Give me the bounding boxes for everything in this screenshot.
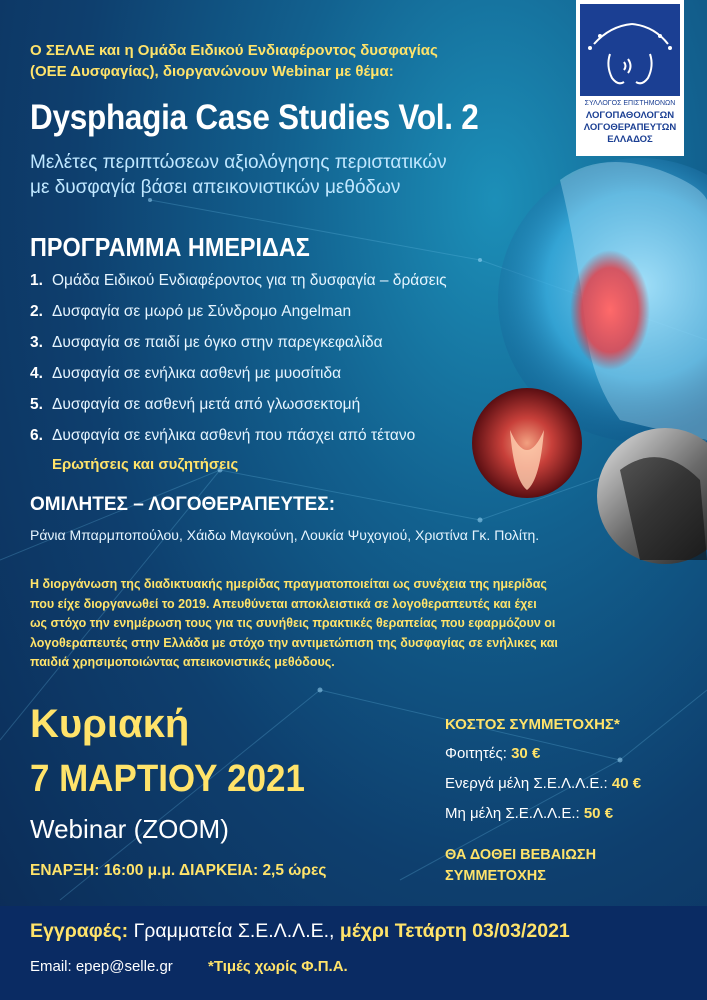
cost-label: Ενεργά μέλη Σ.Ε.Λ.Λ.Ε.:	[445, 775, 608, 792]
program-item-number: 3.	[30, 334, 43, 351]
program-item-text: Δυσφαγία σε ασθενή μετά από γλωσσεκτομή	[52, 396, 361, 413]
program-item	[30, 427, 490, 458]
qa-session: Ερωτήσεις και συζητήσεις	[52, 456, 239, 473]
registration-label: Εγγραφές:	[30, 920, 129, 942]
program-item-text: Δυσφαγία σε ενήλικα ασθενή με μυοσίτιδα	[52, 365, 342, 382]
program-item-number: 1.	[30, 272, 43, 289]
program-item	[30, 303, 490, 334]
cost-label: Μη μέλη Σ.Ε.Λ.Λ.Ε.:	[445, 805, 580, 822]
event-date: 7 ΜΑΡΤΙΟΥ 2021	[30, 758, 305, 800]
program-item	[30, 272, 490, 303]
program-heading: ΠΡΟΓΡΑΜΜΑ ΗΜΕΡΙΔΑΣ	[30, 232, 310, 262]
program-item-number: 5.	[30, 396, 43, 413]
description-line-1: Η διοργάνωση της διαδικτυακής ημερίδας πραγματοποιείται ως συνέχεια της ημερίδας	[30, 577, 547, 591]
event-platform: Webinar (ZOOM)	[30, 814, 229, 844]
logo-text	[580, 98, 680, 146]
certificate-line-1: ΘΑ ΔΟΘΕΙ ΒΕΒΑΙΩΣΗ	[445, 847, 597, 863]
description-line-4: λογοθεραπευτές στην Ελλάδα με στόχο την αντιμετώπιση της δυσφαγίας σε ενήλικες και	[30, 635, 558, 650]
description-line-2: που είχε διοργανωθεί το 2019. Απευθύνεται αποκλειστικά σε λογοθεραπευτές και έχει	[30, 596, 537, 611]
logo-line-4: ΕΛΛΑΔΟΣ	[607, 134, 653, 145]
subtitle-line-1: Μελέτες περιπτώσεων αξιολόγησης περιστατικών	[30, 152, 447, 173]
certificate-line-2: ΣΥΜΜΕΤΟΧΗΣ	[445, 868, 546, 884]
cost-price: 40 €	[611, 775, 642, 792]
vat-note: *Τιμές χωρίς Φ.Π.Α.	[208, 958, 348, 975]
event-description	[30, 575, 660, 673]
speakers-names: Ράνια Μπαρμποπούλου, Χάιδω Μαγκούνη, Λουκία Ψυχογιού, Χριστίνα Γκ. Πολίτη.	[30, 527, 540, 543]
program-item-number: 6.	[30, 427, 43, 444]
selle-logo	[576, 0, 684, 156]
cost-label: Φοιτητές:	[445, 745, 507, 762]
program-item	[30, 334, 490, 365]
cost-price: 30 €	[511, 745, 541, 762]
event-subtitle	[30, 150, 550, 200]
footer-bar	[0, 906, 707, 1000]
cost-price: 50 €	[583, 805, 614, 822]
contact-email[interactable]: Email: epep@selle.gr	[30, 958, 173, 975]
description-line-3: ως στόχο την ενημέρωση τους για τις συνήθεις πρακτικές θεραπείας που εφαρμόζουν οι	[30, 616, 556, 630]
program-item	[30, 396, 490, 427]
cost-row	[445, 775, 695, 805]
program-item-number: 4.	[30, 365, 43, 382]
program-item-number: 2.	[30, 303, 43, 320]
cost-heading: ΚΟΣΤΟΣ ΣΥΜΜΕΤΟΧΗΣ*	[445, 716, 620, 733]
registration-line	[30, 920, 570, 943]
intro-line-1: Ο ΣΕΛΛΕ και η Ομάδα Ειδικού Ενδιαφέροντος δυσφαγίας	[30, 42, 438, 59]
event-day: Κυριακή	[30, 702, 190, 746]
intro-line-2: (ΟΕΕ Δυσφαγίας), διοργανώνουν Webinar με θέμα:	[30, 63, 394, 80]
logo-faces-icon	[580, 4, 680, 96]
registration-deadline: μέχρι Τετάρτη 03/03/2021	[339, 920, 570, 942]
cost-row	[445, 805, 695, 835]
program-item-text: Δυσφαγία σε παιδί με όγκο στην παρεγκεφαλίδα	[52, 334, 383, 351]
cost-box	[445, 716, 695, 835]
description-line-5: παιδιά χρησιμοποιώντας απεικονιστικές μεθόδους.	[30, 655, 335, 669]
logo-line-2: ΛΟΓΟΠΑΘΟΛΟΓΩΝ	[585, 110, 675, 121]
event-start-duration: ΕΝΑΡΞΗ: 16:00 μ.μ. ΔΙΑΡΚΕΙΑ: 2,5 ώρες	[30, 862, 327, 879]
program-item-text: Ομάδα Ειδικού Ενδιαφέροντος για τη δυσφαγία – δράσεις	[52, 272, 447, 289]
program-item-text: Δυσφαγία σε μωρό με Σύνδρομο Angelman	[52, 303, 352, 320]
subtitle-line-2: με δυσφαγία βάσει απεικονιστικών μεθόδων	[30, 177, 401, 198]
event-title: Dysphagia Case Studies Vol. 2	[30, 98, 479, 137]
speakers-heading: ΟΜΙΛΗΤΕΣ – ΛΟΓΟΘΕΡΑΠΕΥΤΕΣ:	[30, 494, 336, 515]
program-list	[30, 272, 490, 458]
registration-text: Γραμματεία Σ.Ε.Λ.Λ.Ε.,	[133, 920, 335, 942]
intro-text	[30, 40, 550, 82]
certificate-note	[445, 845, 645, 887]
logo-mark	[580, 4, 680, 96]
cost-row	[445, 745, 695, 775]
program-item-text: Δυσφαγία σε ενήλικα ασθενή που πάσχει από τέτανο	[52, 427, 416, 444]
logo-line-1: ΣΥΛΛΟΓΟΣ ΕΠΙΣΤΗΜΟΝΩΝ	[584, 100, 676, 107]
logo-line-3: ΛΟΓΟΘΕΡΑΠΕΥΤΩΝ	[583, 122, 677, 133]
program-item	[30, 365, 490, 396]
